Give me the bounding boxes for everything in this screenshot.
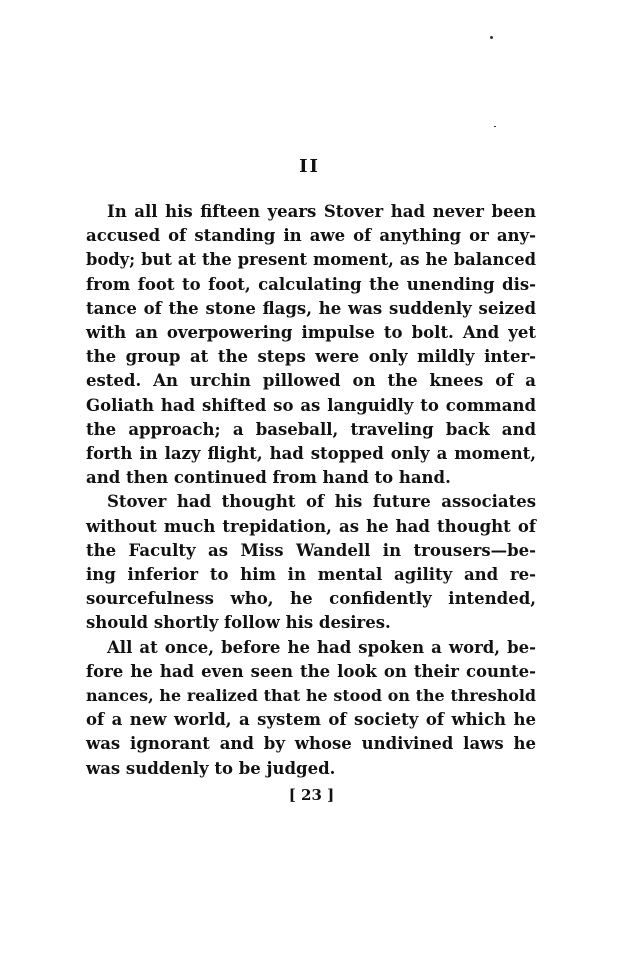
page-number: [ 23 ] <box>288 786 335 804</box>
paragraph-3 <box>86 636 536 781</box>
text-line: Stover had thought of his future associates <box>107 492 536 512</box>
text-line: tance of the stone flags, he was suddenly seized <box>86 298 536 318</box>
text-line: body; but at the present moment, as he balanced <box>86 250 536 270</box>
paragraph-1 <box>86 200 536 490</box>
text-line: In all his fifteen years Stover had never been <box>107 202 536 221</box>
text-line: accused of standing in awe of anything or any- <box>86 226 536 246</box>
text-line: should shortly follow his desires. <box>86 613 391 633</box>
text-line: was ignorant and by whose undivined laws he <box>86 734 536 754</box>
ink-speck <box>490 36 493 39</box>
text-line: Goliath had shifted so as languidly to command <box>86 395 536 415</box>
text-line: sourcefulness who, he confidently intended, <box>86 589 536 609</box>
text-line: of a new world, a system of society of which he <box>86 710 536 730</box>
text-line: from foot to foot, calculating the unending dis- <box>86 274 536 294</box>
ink-speck <box>494 126 496 127</box>
text-line: the Faculty as Miss Wandell in trousers—be- <box>86 540 536 560</box>
text-line: was suddenly to be judged. <box>86 758 336 778</box>
text-line: forth in lazy flight, had stopped only a moment, <box>86 444 536 464</box>
text-line: the approach; a baseball, traveling back and <box>86 419 536 439</box>
body-text <box>86 200 536 781</box>
paragraph-2 <box>86 490 536 635</box>
text-line: without much trepidation, as he had thought of <box>86 516 536 536</box>
text-line: ested. An urchin pillowed on the knees of a <box>86 371 536 391</box>
text-line: and then continued from hand to hand. <box>86 468 451 488</box>
text-line: fore he had even seen the look on their counte- <box>86 661 536 681</box>
text-line: the group at the steps were only mildly inter- <box>86 347 536 367</box>
chapter-heading: II <box>299 156 320 177</box>
text-line: with an overpowering impulse to bolt. And yet <box>86 323 536 343</box>
text-line: nances, he realized that he stood on the threshold <box>86 686 536 706</box>
text-line: ing inferior to him in mental agility and re- <box>86 565 536 585</box>
text-line: All at once, before he had spoken a word, be- <box>107 637 536 657</box>
